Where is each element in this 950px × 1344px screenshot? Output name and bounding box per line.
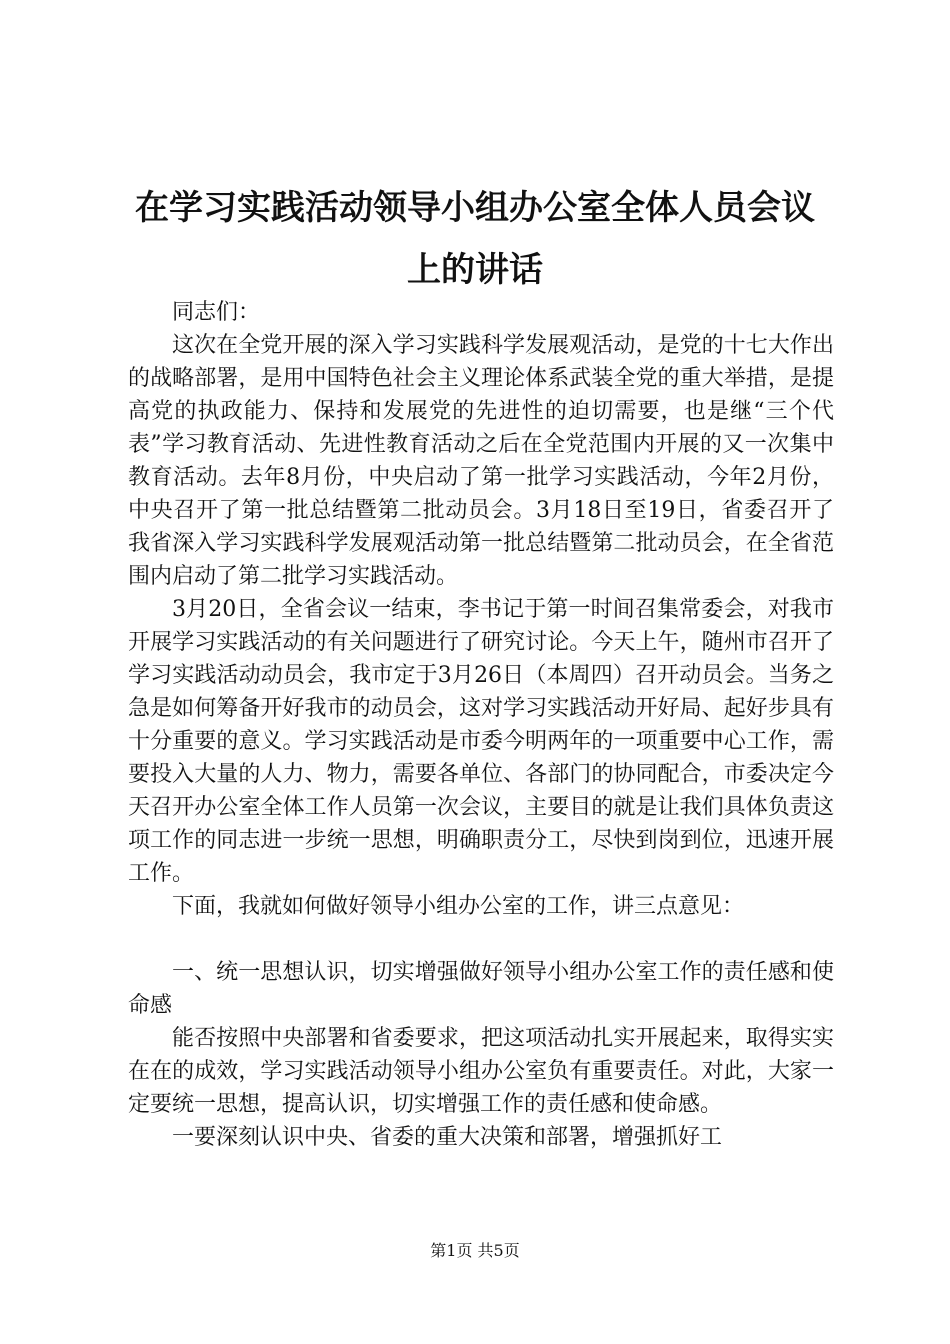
paragraph: 一要深刻认识中央、省委的重大决策和部署，增强抓好工	[172, 1125, 723, 1150]
paragraph: 下面，我就如何做好领导小组办公室的工作，讲三点意见：	[172, 894, 745, 919]
paragraph: 这次在全党开展的深入学习实践科学发展观活动，是党的十七大作出的战略部署，是用中国特色社会主义理论体系武装全党的重大举措，是提高党的执政能力、保持和发展党的先进性的迫切需要，也是继“三个代表”学习教育活动、先进性教育活动之后在全党范围内开展的又一次集中教育活动。去年8月份，中央启动了第一批学习实践活动，今年2月份，中央召开了第一批总结暨第二批动员会。3月18日至19日，省委召开了我省深入学习实践科学发展观活动第一批总结暨第二批动员会，在全省范围内启动了第二批学习实践活动。	[128, 333, 834, 589]
paragraph: 能否按照中央部署和省委要求，把这项活动扎实开展起来，取得实实在在的成效，学习实践活动领导小组办公室负有重要责任。对此，大家一定要统一思想，提高认识，切实增强工作的责任感和使命感。	[128, 1026, 834, 1117]
section-heading: 一、统一思想认识，切实增强做好领导小组办公室工作的责任感和使命感	[128, 960, 834, 1018]
document-title-line-1: 在学习实践活动领导小组办公室全体人员会议	[135, 188, 815, 228]
salutation: 同志们：	[172, 300, 261, 325]
page-footer: 第1页 共5页	[430, 1241, 520, 1260]
document-body	[128, 296, 834, 1154]
paragraph: 3月20日，全省会议一结束，李书记于第一时间召集常委会，对我市开展学习实践活动的有关问题进行了研究讨论。今天上午，随州市召开了学习实践活动动员会，我市定于3月26日（本周四）召开动员会。当务之急是如何筹备开好我市的动员会，这对学习实践活动开好局、起好步具有十分重要的意义。学习实践活动是市委今明两年的一项重要中心工作，需要投入大量的人力、物力，需要各单位、各部门的协同配合，市委决定今天召开办公室全体工作人员第一次会议，主要目的就是让我们具体负责这项工作的同志进一步统一思想，明确职责分工，尽快到岗到位，迅速开展工作。	[128, 597, 834, 886]
document-title-line-2: 上的讲话	[407, 250, 543, 290]
